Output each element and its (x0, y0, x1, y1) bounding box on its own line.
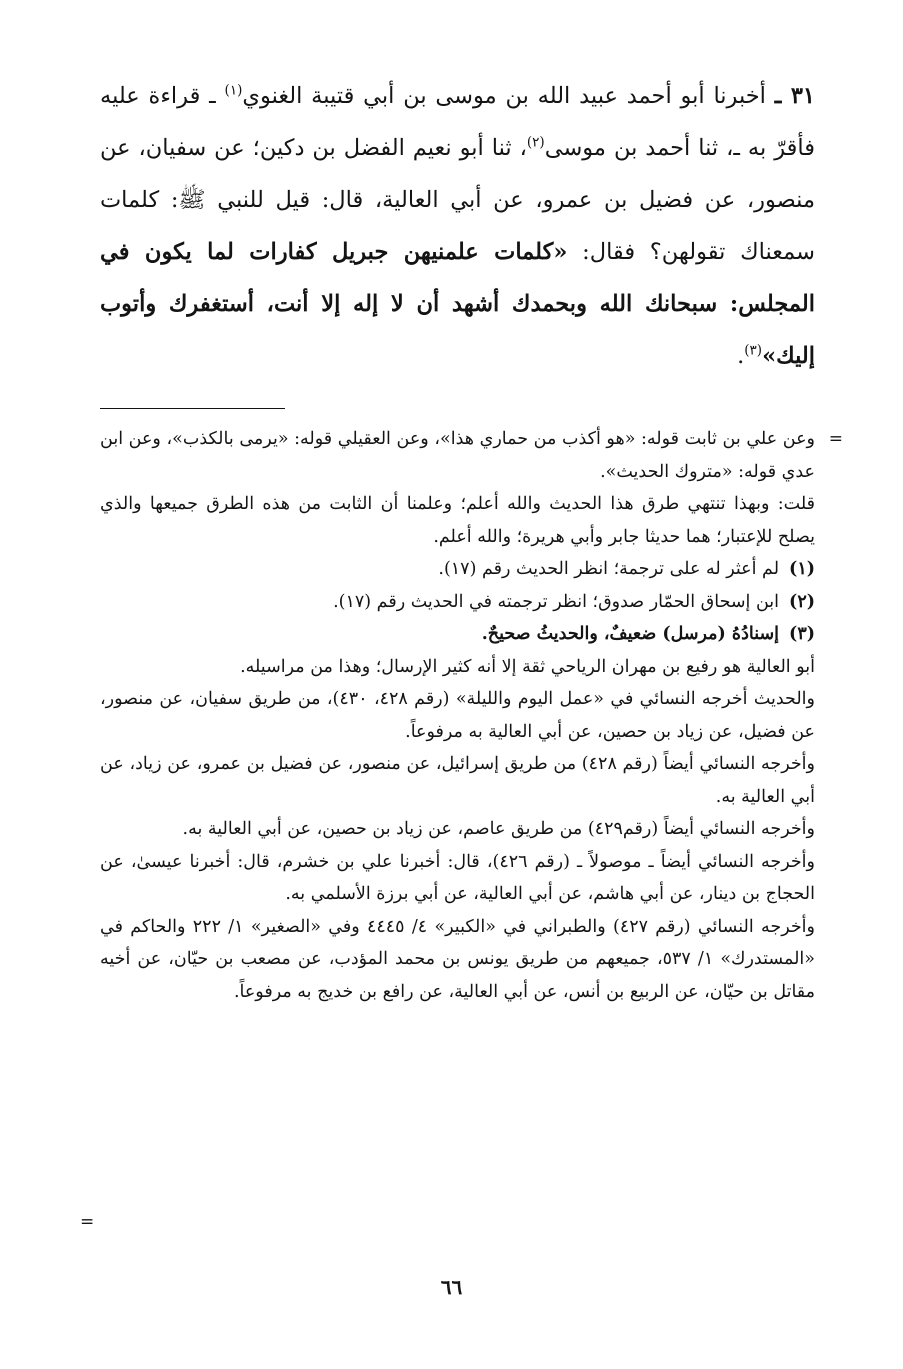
page-body (100, 70, 843, 1008)
footnote-continuation-1: وعن علي بن ثابت قوله: «هو أكذب من حماري هذا»، وعن العقيلي قوله: «يرمى بالكذب»، وعن ابن عدي قوله: «متروك الحديث». (100, 429, 815, 482)
footnote-1 (100, 553, 815, 586)
hadith-end: . (737, 343, 745, 369)
footnote-3-paragraph-6: وأخرجه النسائي (رقم ٤٢٧) والطبراني في «الكبير» ٤/ ٤٤٤٥ وفي «الصغير» ١/ ٢٢٢ والحاكم في «المستدرك» ١/ ٥٣٧، جميعهم من طريق يونس بن محمد المؤدب، عن مصعب بن حيّان، عن أخيه مقاتل بن حيّان، عن الربيع بن أنس، عن أبي العالية، عن رافع بن خديج به مرفوعاً. (100, 916, 816, 1002)
footnote-3-paragraph-5: وأخرجه النسائي أيضاً ـ موصولاً ـ (رقم ٤٢٦)، قال: أخبرنا علي بن خشرم، قال: أخبرنا عيسىٰ، عن الحجاج بن دينار، عن أبي هاشم، عن أبي العالية، عن أبي برزة الأسلمي به. (100, 851, 815, 904)
hadith-part-1: أخبرنا أبو أحمد عبيد الله بن موسى بن أبي قتيبة الغنوي (242, 83, 766, 109)
page-number: ٦٦ (440, 1275, 463, 1299)
footnote-ref-2: (٢) (526, 134, 545, 151)
footnote-2 (100, 586, 815, 619)
footnote-3 (100, 618, 815, 651)
footnote-2-text: ابن إسحاق الحمّار صدوق؛ انظر ترجمته في الحديث رقم (١٧). (333, 591, 780, 612)
footnote-continuation-2: قلت: وبهذا تنتهي طرق هذا الحديث والله أعلم؛ وعلمنا أن الثابت من هذه الطرق جميعها والذي يصلح للإعتبار؛ هما حديثا جابر وأبي هريرة؛ والله أعلم. (100, 494, 815, 547)
footnote-ref-1: (١) (224, 82, 243, 99)
continuation-end-mark: = (80, 1212, 95, 1232)
footnote-1-mark: (١) (789, 559, 815, 579)
footnote-2-mark: (٢) (789, 591, 815, 612)
footnote-3-paragraph-2: والحديث أخرجه النسائي في «عمل اليوم والليلة» (رقم ٤٢٨، ٤٣٠)، من طريق سفيان، عن منصور، عن فضيل، عن زياد بن حصين، عن أبي العالية به مرفوعاً. (100, 689, 815, 742)
footnote-3-paragraph-4: وأخرجه النسائي أيضاً (رقم٤٢٩) من طريق عاصم، عن زياد بن حصين، عن أبي العالية به. (182, 819, 815, 839)
footnote-3-paragraph-1: أبو العالية هو رفيع بن مهران الرياحي ثقة إلا أنه كثير الإرسال؛ وهذا من مراسيله. (240, 656, 815, 677)
footnote-3-mark: (٣) (789, 624, 815, 644)
footnote-divider (100, 408, 285, 409)
footnotes (100, 423, 843, 1008)
footnote-1-text: لم أعثر له على ترجمة؛ انظر الحديث رقم (١٧). (438, 559, 780, 579)
hadith-part-3: ، ثنا أبو نعيم الفضل بن دكين؛ عن سفيان، عن منصور، عن فضيل بن عمرو، عن أبي العالية، قال: قيل للنبي ﷺ: كلمات سمعناك تقولهن؟ فقال: (100, 135, 815, 265)
continuation-mark: = (828, 429, 843, 449)
hadith-number: ٣١ ـ (774, 83, 815, 109)
hadith-bold-text: «كلمات علمنيهن جبريل كفارات لما يكون في المجلس: سبحانك الله وبحمدك أشهد أن لا إله إلا أنت، أستغفرك وأتوب إليك» (100, 239, 815, 369)
hadith-text (100, 70, 815, 382)
hadith-part-2: ـ قراءة عليه فأقرّ به ـ، ثنا أحمد بن موسى (100, 83, 816, 161)
footnote-3-text: إسنادُهُ (مرسل) ضعيفٌ، والحديثُ صحيحٌ. (481, 624, 780, 644)
footnote-ref-3: (٣) (744, 342, 763, 359)
footnote-3-paragraph-3: وأخرجه النسائي أيضاً (رقم ٤٢٨) من طريق إسرائيل، عن منصور، عن فضيل بن عمرو، عن زياد، عن أبي العالية به. (100, 754, 815, 807)
